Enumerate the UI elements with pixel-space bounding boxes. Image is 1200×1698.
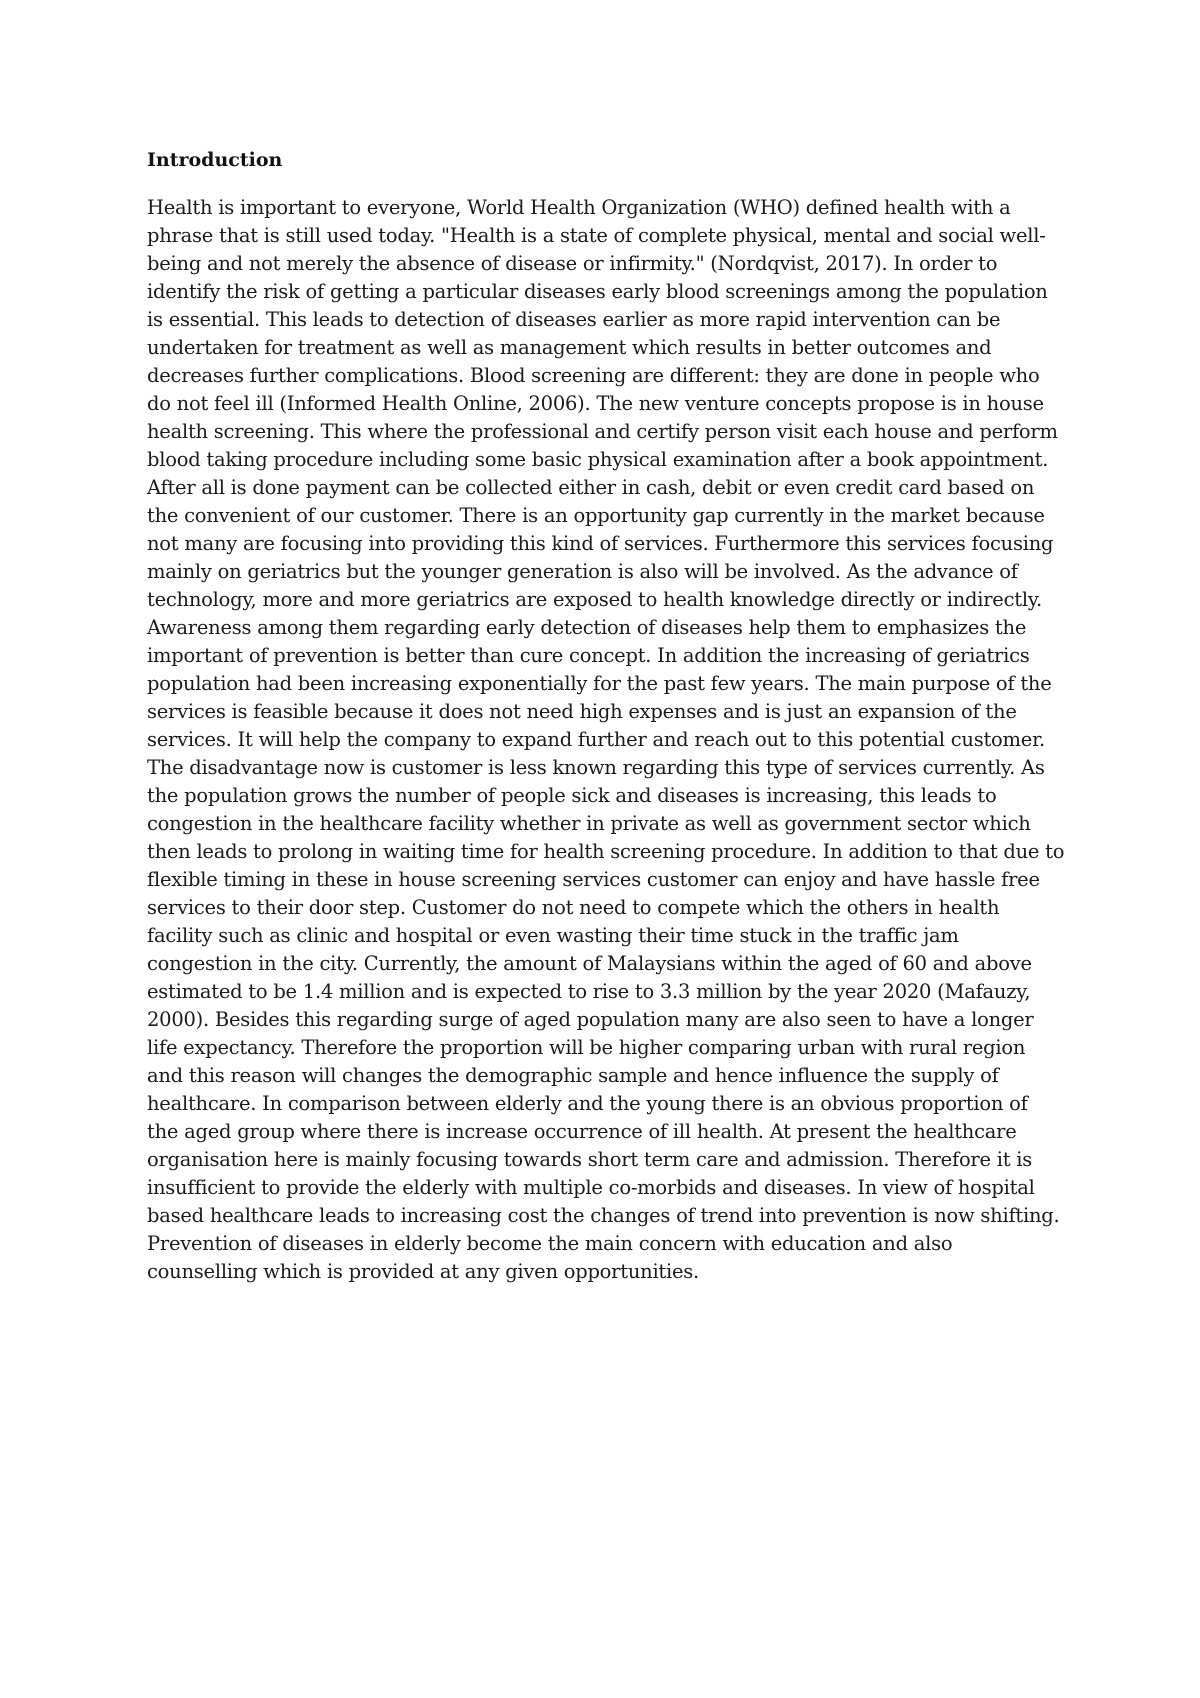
paragraph-line: being and not merely the absence of disease or infirmity." (Nordqvist, 2017). In order to <box>147 252 998 275</box>
paragraph-line: then leads to prolong in waiting time for health screening procedure. In addition to that due to <box>147 840 1065 863</box>
paragraph-line: the aged group where there is increase occurrence of ill health. At present the healthcare <box>147 1120 1017 1143</box>
paragraph-line: is essential. This leads to detection of diseases earlier as more rapid intervention can be <box>147 308 1001 331</box>
paragraph-line: undertaken for treatment as well as management which results in better outcomes and <box>147 336 992 359</box>
document-body <box>147 146 1067 1286</box>
paragraph-line: and this reason will changes the demographic sample and hence influence the supply of <box>147 1064 999 1087</box>
paragraph-line: the convenient of our customer. There is an opportunity gap currently in the market because <box>147 504 1045 527</box>
paragraph-line: facility such as clinic and hospital or even wasting their time stuck in the traffic jam <box>147 924 959 947</box>
paragraph-line: decreases further complications. Blood screening are different: they are done in people who <box>147 364 1040 387</box>
paragraph-line: After all is done payment can be collected either in cash, debit or even credit card based on <box>147 476 1035 499</box>
paragraph-line: based healthcare leads to increasing cost the changes of trend into prevention is now shifting. <box>147 1204 1060 1227</box>
paragraph-line: congestion in the city. Currently, the amount of Malaysians within the aged of 60 and above <box>147 952 1032 975</box>
paragraph-line: population had been increasing exponentially for the past few years. The main purpose of the <box>147 672 1052 695</box>
paragraph-line: identify the risk of getting a particular diseases early blood screenings among the population <box>147 280 1048 303</box>
paragraph-line: technology, more and more geriatrics are exposed to health knowledge directly or indirectly. <box>147 588 1042 611</box>
paragraph-line: blood taking procedure including some basic physical examination after a book appointment. <box>147 448 1049 471</box>
paragraph-line: insufficient to provide the elderly with multiple co-morbids and diseases. In view of hospital <box>147 1176 1035 1199</box>
paragraph-line: the population grows the number of people sick and diseases is increasing, this leads to <box>147 784 997 807</box>
paragraph-line: counselling which is provided at any given opportunities. <box>147 1260 700 1283</box>
paragraph-line: Health is important to everyone, World Health Organization (WHO) defined health with a <box>147 196 1011 219</box>
paragraph-line: flexible timing in these in house screening services customer can enjoy and have hassle free <box>147 868 1040 891</box>
paragraph-line: important of prevention is better than cure concept. In addition the increasing of geriatrics <box>147 644 1030 667</box>
paragraph-line: Prevention of diseases in elderly become the main concern with education and also <box>147 1232 953 1255</box>
paragraph-line: health screening. This where the professional and certify person visit each house and perform <box>147 420 1058 443</box>
paragraph-line: not many are focusing into providing this kind of services. Furthermore this services focusing <box>147 532 1054 555</box>
paragraph-line: phrase that is still used today. "Health is a state of complete physical, mental and social well- <box>147 224 1046 247</box>
introduction-paragraph <box>147 194 1067 1286</box>
paragraph-line: services. It will help the company to expand further and reach out to this potential customer. <box>147 728 1045 751</box>
paragraph-line: healthcare. In comparison between elderly and the young there is an obvious proportion of <box>147 1092 1028 1115</box>
paragraph-line: life expectancy. Therefore the proportion will be higher comparing urban with rural region <box>147 1036 1026 1059</box>
paragraph-line: estimated to be 1.4 million and is expected to rise to 3.3 million by the year 2020 (Mafauzy, <box>147 980 1031 1003</box>
paragraph-line: services is feasible because it does not need high expenses and is just an expansion of the <box>147 700 1017 723</box>
paragraph-line: mainly on geriatrics but the younger generation is also will be involved. As the advance of <box>147 560 1018 583</box>
paragraph-line: The disadvantage now is customer is less known regarding this type of services currently. As <box>147 756 1045 779</box>
paragraph-line: do not feel ill (Informed Health Online, 2006). The new venture concepts propose is in house <box>147 392 1044 415</box>
paragraph-line: congestion in the healthcare facility whether in private as well as government sector which <box>147 812 1031 835</box>
paragraph-line: Awareness among them regarding early detection of diseases help them to emphasizes the <box>147 616 1027 639</box>
section-heading: Introduction <box>147 149 283 171</box>
paragraph-line: organisation here is mainly focusing towards short term care and admission. Therefore it is <box>147 1148 1033 1171</box>
paragraph-line: 2000). Besides this regarding surge of aged population many are also seen to have a longer <box>147 1008 1034 1031</box>
paragraph-line: services to their door step. Customer do not need to compete which the others in health <box>147 896 1000 919</box>
